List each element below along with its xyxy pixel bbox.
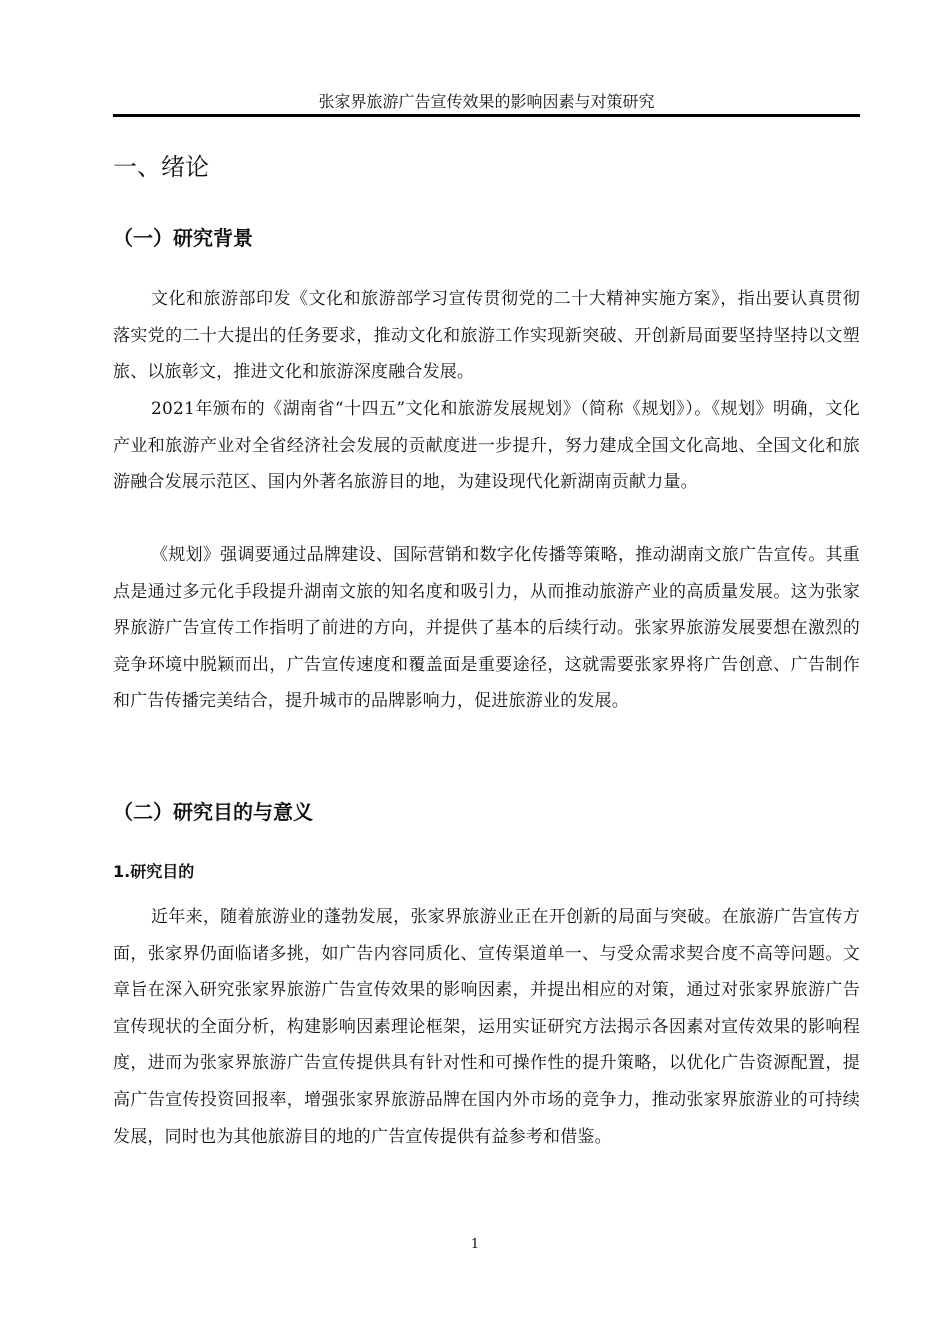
- page-number: 1: [470, 1237, 480, 1252]
- paragraph-background-3: 《规划》强调要通过品牌建设、国际营销和数字化传播等策略，推动湖南文旅广告宣传。其重点是通过多元化手段提升湖南文旅的知名度和吸引力，从而推动旅游产业的高质量发展。这为张家界旅游广告宣传工作指明了前进的方向，并提供了基本的后续行动。张家界旅游发展要想在激烈的竞争环境中脱颖而出，广告宣传速度和覆盖面是重要途径，这就需要张家界将广告创意、广告制作和广告传播完美结合，提升城市的品牌影响力，促进旅游业的发展。: [113, 545, 860, 712]
- paragraph-background-2: 2021年颁布的《湖南省“十四五”文化和旅游发展规划》（简称《规划》）。《规划》明确，文化产业和旅游产业对全省经济社会发展的贡献度进一步提升，努力建成全国文化高地、全国文化和旅游融合发展示范区、国内外著名旅游目的地，为建设现代化新湖南贡献力量。: [113, 399, 860, 493]
- section-title-background: （一）研究背景: [113, 226, 253, 250]
- paragraph-background-1: 文化和旅游部印发《文化和旅游部学习宣传贯彻党的二十大精神实施方案》，指出要认真贯彻落实党的二十大提出的任务要求，推动文化和旅游工作实现新突破、开创新局面要坚持坚持以文塑旅、以旅彰文，推进文化和旅游深度融合发展。: [113, 289, 860, 383]
- subsection-title-purpose: 1.研究目的: [113, 862, 195, 881]
- chapter-title: 一、绪论: [113, 153, 209, 181]
- running-header: 张家界旅游广告宣传效果的影响因素与对策研究: [318, 92, 655, 111]
- header-rule: [113, 114, 860, 117]
- section-title-purpose-significance: （二）研究目的与意义: [113, 800, 313, 824]
- paragraph-purpose-1: 近年来，随着旅游业的蓬勃发展，张家界旅游业正在开创新的局面与突破。在旅游广告宣传方面，张家界仍面临诸多挑，如广告内容同质化、宣传渠道单一、与受众需求契合度不高等问题。文章旨在深入研究张家界旅游广告宣传效果的影响因素，并提出相应的对策，通过对张家界旅游广告宣传现状的全面分析，构建影响因素理论框架，运用实证研究方法揭示各因素对宣传效果的影响程度，进而为张家界旅游广告宣传提供具有针对性和可操作性的提升策略，以优化广告资源配置，提高广告宣传投资回报率，增强张家界旅游品牌在国内外市场的竞争力，推动张家界旅游业的可持续发展，同时也为其他旅游目的地的广告宣传提供有益参考和借鉴。: [113, 907, 860, 1147]
